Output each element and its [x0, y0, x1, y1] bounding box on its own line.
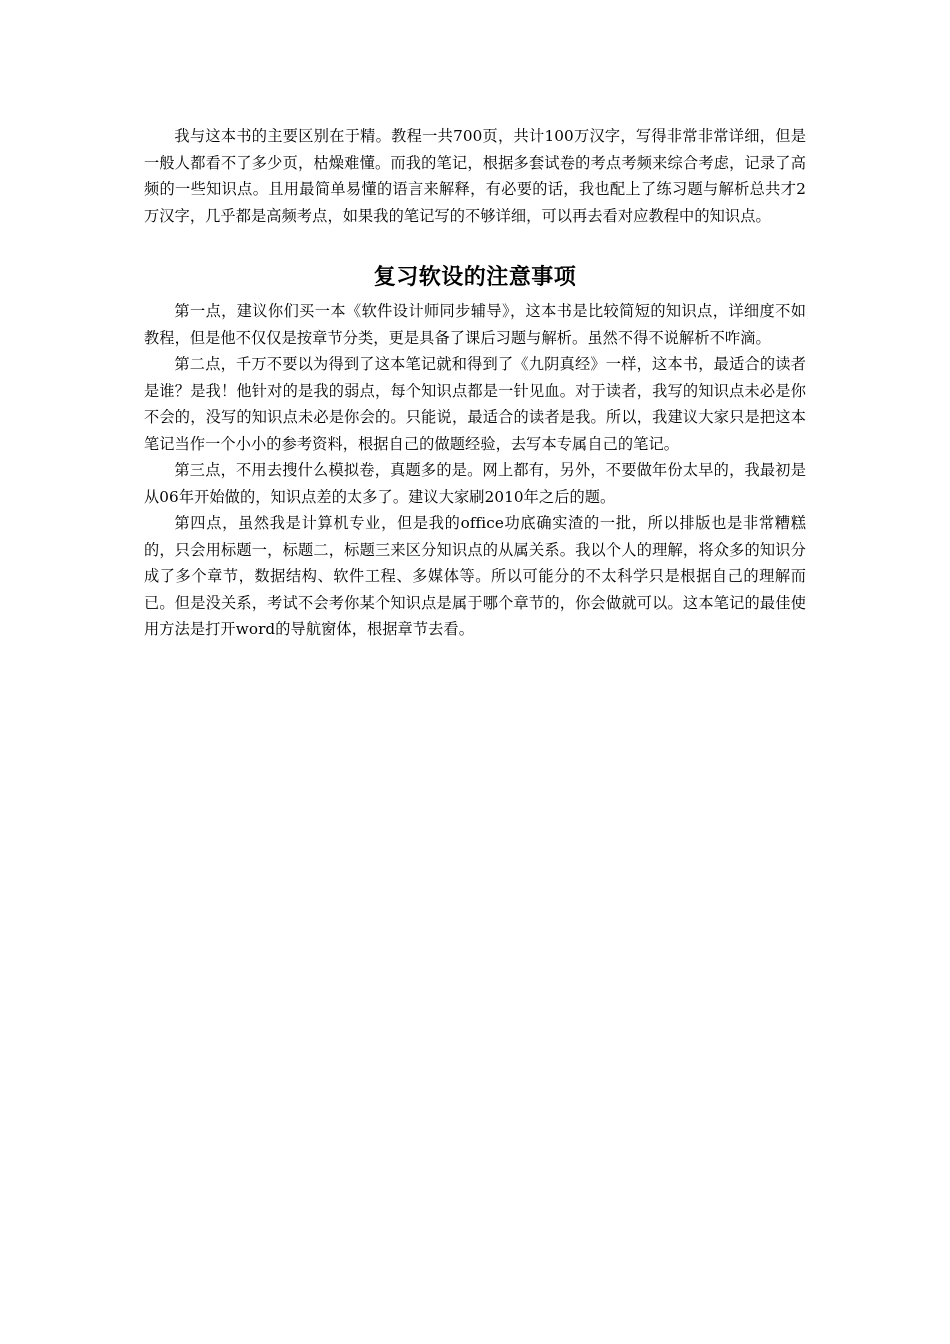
point-two-paragraph: 第二点，千万不要以为得到了这本笔记就和得到了《九阴真经》一样，这本书，最适合的读者是谁？是我！他针对的是我的弱点，每个知识点都是一针见血。对于读者，我写的知识点未必是你不会的，没写的知识点未必是你会的。只能说，最适合的读者是我。所以，我建议大家只是把这本笔记当作一个小小的参考资料，根据自己的做题经验，去写本专属自己的笔记。: [144, 355, 806, 453]
point-one-paragraph: 第一点，建议你们买一本《软件设计师同步辅导》，这本书是比较简短的知识点，详细度不如教程，但是他不仅仅是按章节分类，更是具备了课后习题与解析。虽然不得不说解析不咋滴。: [144, 302, 806, 347]
intro-paragraph: 我与这本书的主要区别在于精。教程一共700页，共计100万汉字，写得非常非常详细，但是一般人都看不了多少页，枯燥难懂。而我的笔记，根据多套试卷的考点考频来综合考虑，记录了高频的一些知识点。且用最简单易懂的语言来解释，有必要的话，我也配上了练习题与解析总共才2万汉字，几乎都是高频考点，如果我的笔记写的不够详细，可以再去看对应教程中的知识点。: [144, 127, 806, 225]
section-heading: 复习软设的注意事项: [373, 264, 577, 290]
point-three-paragraph: 第三点，不用去搜什么模拟卷，真题多的是。网上都有，另外，不要做年份太早的，我最初是从06年开始做的，知识点差的太多了。建议大家刷2010年之后的题。: [144, 461, 806, 506]
document-body: [144, 123, 806, 643]
point-four-paragraph: 第四点，虽然我是计算机专业，但是我的office功底确实渣的一批，所以排版也是非常糟糕的，只会用标题一，标题二，标题三来区分知识点的从属关系。我以个人的理解，将众多的知识分成了多个章节，数据结构、软件工程、多媒体等。所以可能分的不太科学只是根据自己的理解而已。但是没关系，考试不会考你某个知识点是属于哪个章节的，你会做就可以。这本笔记的最佳使用方法是打开word的导航窗体，根据章节去看。: [144, 514, 806, 638]
